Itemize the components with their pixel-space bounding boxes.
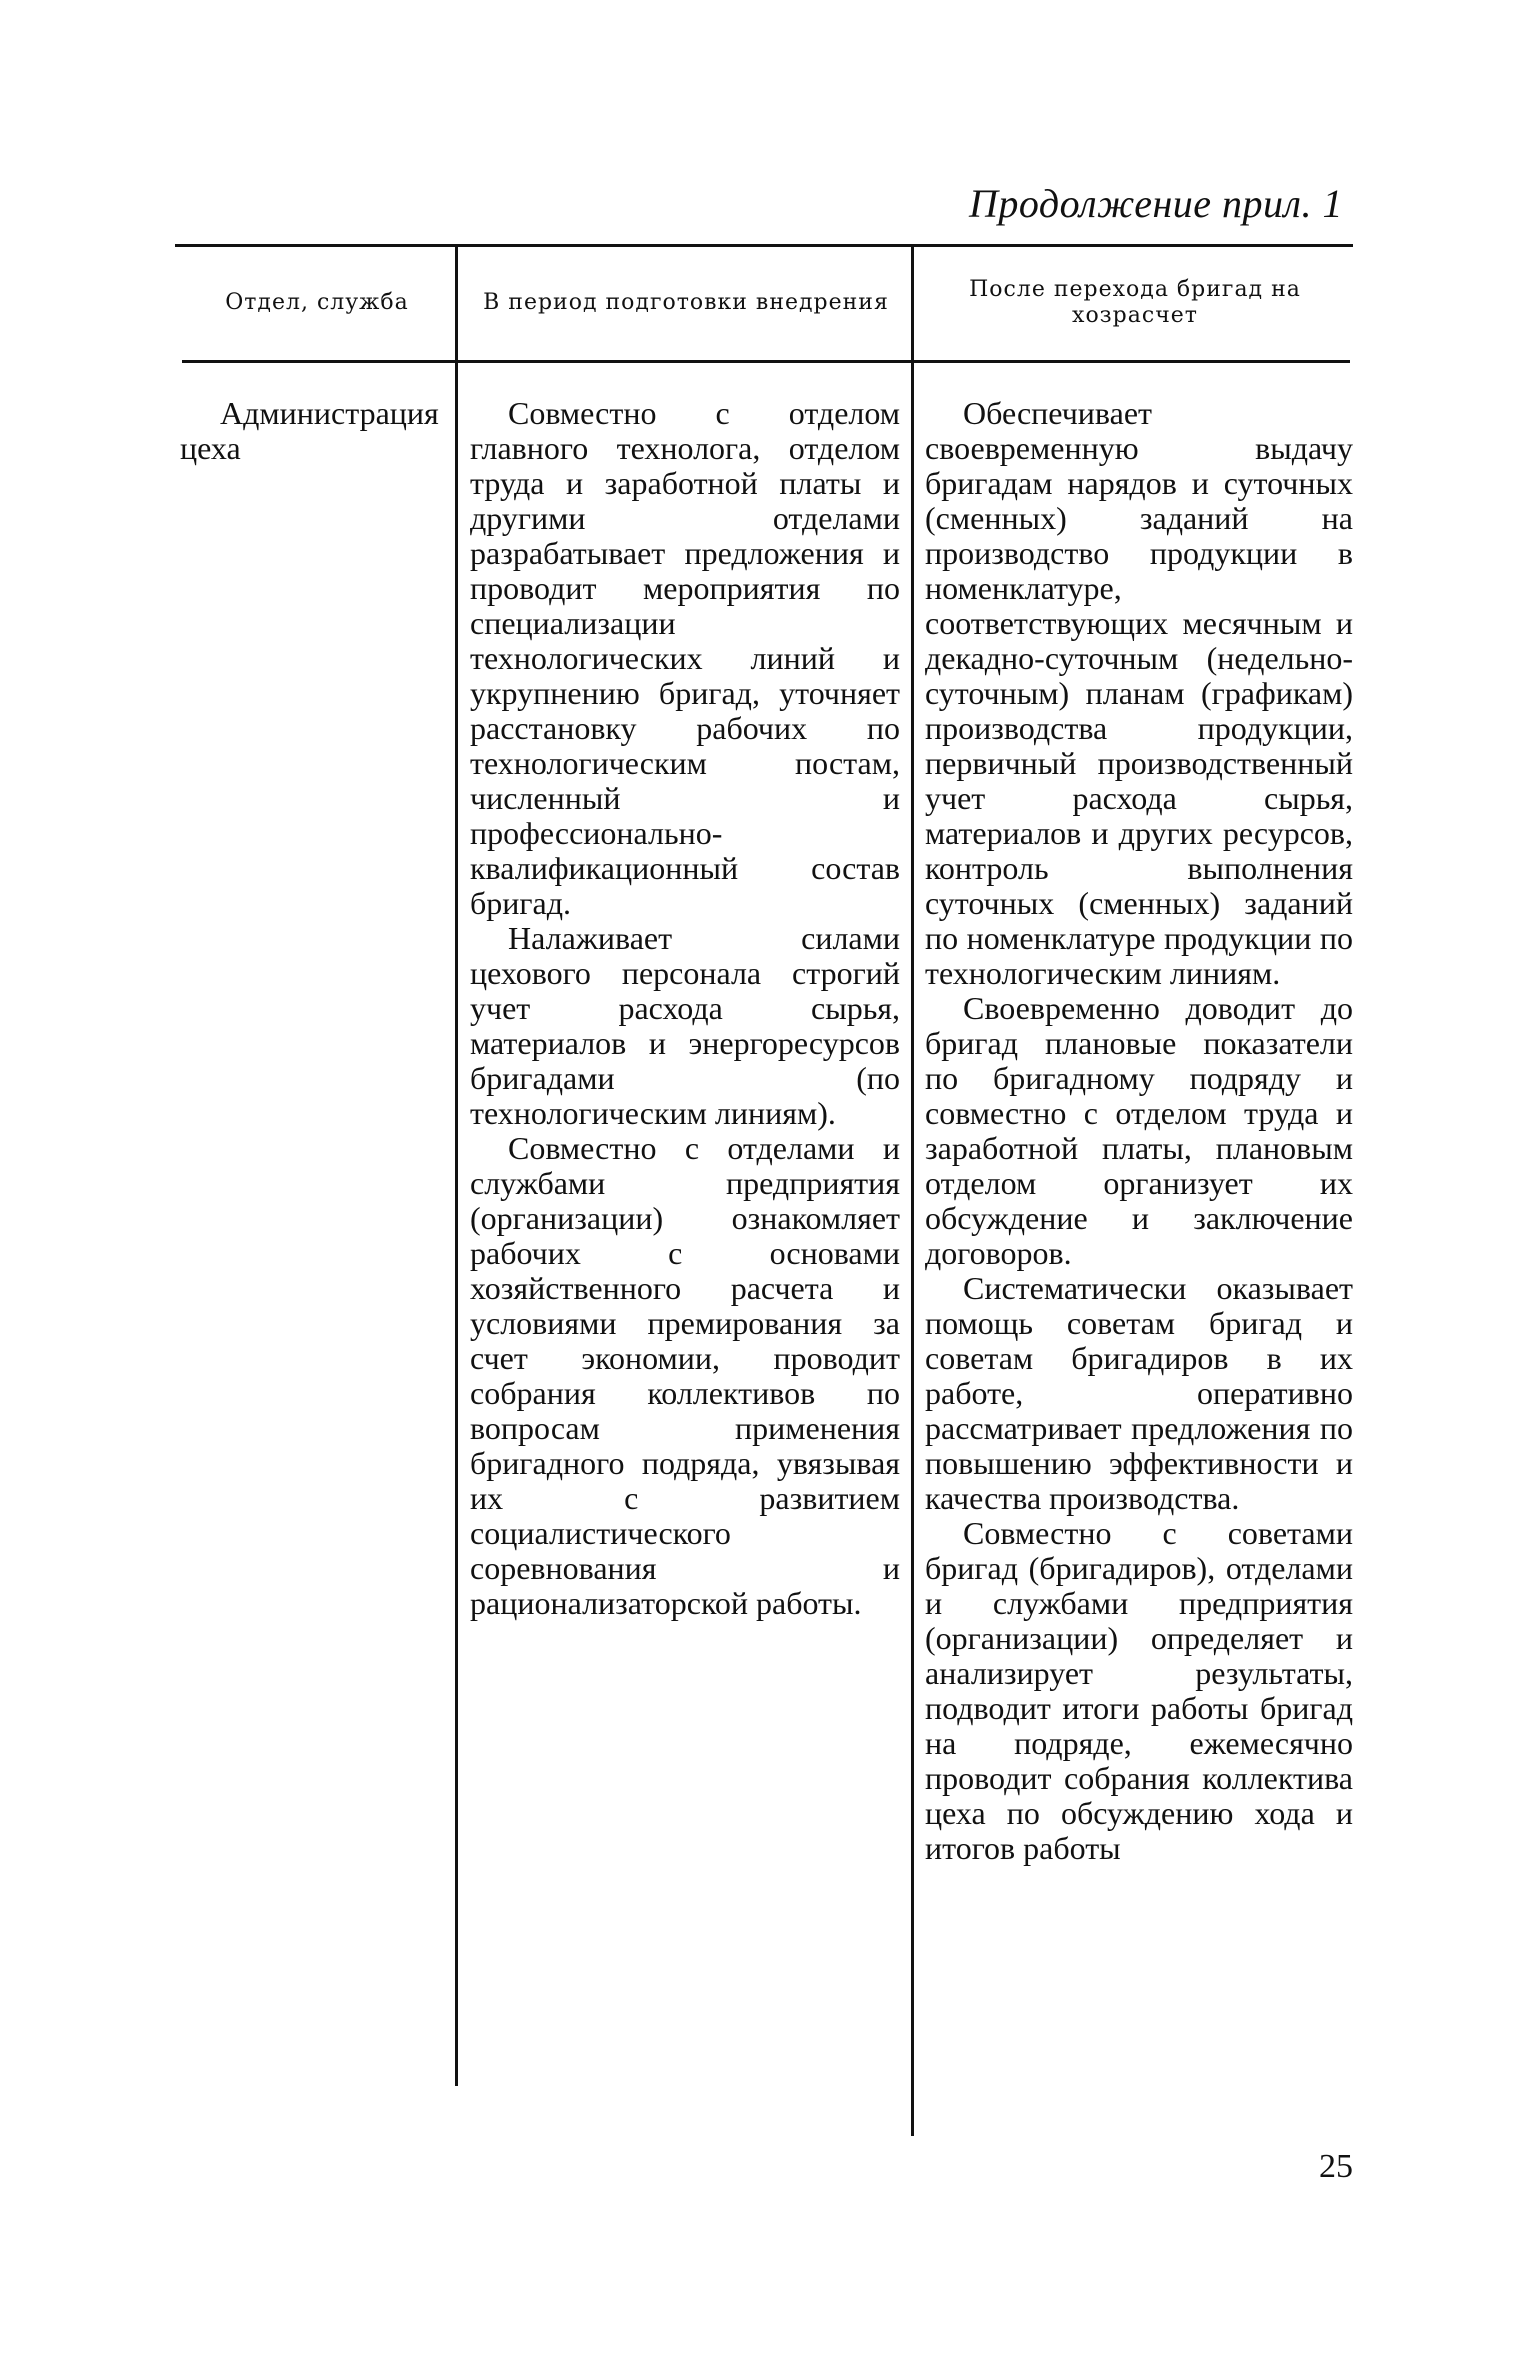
paragraph: Совместно с советами бригад (бригадиров), отделами и службами предприятия (организации) определяет и анализирует результаты, подводит итоги работы бригад на подряде, ежемесячно проводит собрания коллектива цеха по обсуждению хода и итогов работы bbox=[925, 1515, 1353, 1866]
column-divider-2 bbox=[911, 246, 914, 2136]
column-header-after-transition: После перехода бригад на хозрасчет bbox=[969, 277, 1301, 328]
cell-after-transition bbox=[925, 396, 1353, 1866]
column-header-department: Отдел, служба bbox=[225, 290, 409, 315]
paragraph: Совместно с отделами и службами предприятия (организации) ознакомляет рабочих с основами хозяйственного расчета и условиями премирования за счет экономии, проводит собрания коллективов по вопросам применения бригадного подряда, увязывая их с развитием социалистического соревнования и рационализаторской работы. bbox=[470, 1130, 900, 1621]
column-divider-1 bbox=[455, 246, 458, 2086]
column-header-preparation: В период подготовки внедрения bbox=[483, 290, 889, 315]
continuation-note: Продолжение прил. 1 bbox=[968, 181, 1343, 226]
page-number: 25 bbox=[1319, 2148, 1353, 2185]
paragraph: Своевременно доводит до бригад плановые показатели по бригадному подряду и совместно с отделом труда и заработной платы, плановым отделом организует их обсуждение и заключение договоров. bbox=[925, 990, 1353, 1271]
table-header-rule bbox=[182, 360, 1350, 363]
cell-preparation bbox=[470, 396, 900, 1621]
paragraph: Обеспечивает своевременную выдачу бригадам нарядов и суточных (сменных) заданий на производство продукции в номенклатуре, соответствующих месячным и декадно-суточным (недельно-суточным) планам (графикам) производства продукции, первичный производственный учет расхода сырья, материалов и других ресурсов, контроль выполнения суточных (сменных) заданий по номенклатуре продукции по технологическим линиям. bbox=[925, 395, 1353, 991]
cell-department: Администрация цеха bbox=[180, 395, 439, 466]
paragraph: Налаживает силами цехового персонала строгий учет расхода сырья, материалов и энергоресурсов бригадами (по технологическим линиям). bbox=[470, 920, 900, 1131]
paragraph: Совместно с отделом главного технолога, отделом труда и заработной платы и другими отделами разрабатывает предложения и проводит мероприятия по специализации технологических линий и укрупнению бригад, уточняет расстановку рабочих по технологическим постам, численный и профессионально-квалификационный состав бригад. bbox=[470, 395, 900, 921]
paragraph: Систематически оказывает помощь советам бригад и советам бригадиров в их работе, оперативно рассматривает предложения по повышению эффективности и качества производства. bbox=[925, 1270, 1353, 1516]
